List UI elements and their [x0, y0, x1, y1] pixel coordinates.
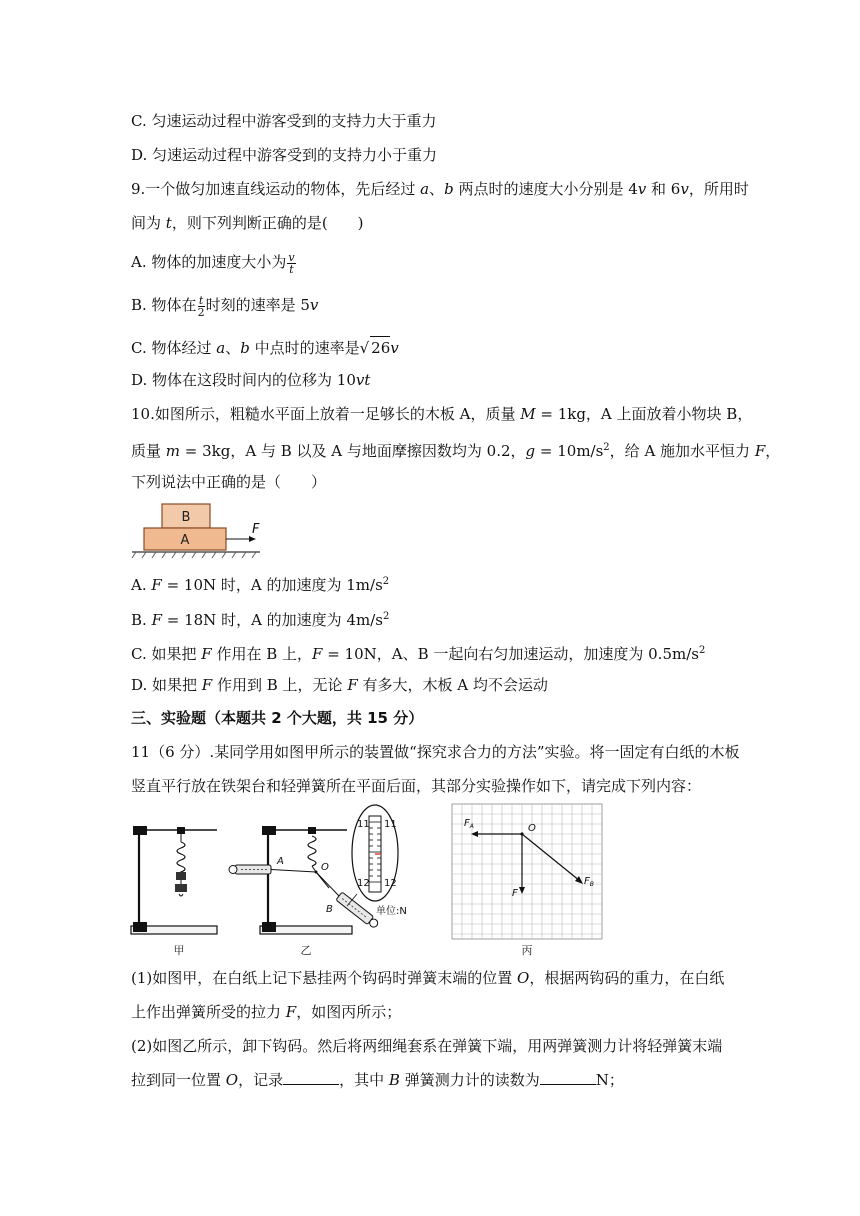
stand-jia: [131, 826, 217, 957]
q11-part1-line1: (1)如图甲，在白纸上记下悬挂两个钩码时弹簧末端的位置 O，根据两钩码的重力，在白纸: [131, 969, 725, 987]
q9-option-b: B. 物体在 $\frac{t}{2}$ 时刻的速率是 5v: [131, 293, 319, 319]
scale-11-right: 11: [384, 819, 397, 830]
unit-label: 单位:N: [376, 906, 407, 917]
grid-label-o: O: [528, 823, 536, 834]
block-a-label: A: [180, 533, 190, 548]
grid-label-f: F: [512, 888, 518, 899]
grid-label-fa: $F_A$: [464, 818, 474, 830]
scale-magnifier: [347, 805, 407, 917]
q11-figure: [125, 802, 605, 962]
q10-option-b: B. F = 18N 时，A 的加速度为 $4m/s^2$: [131, 611, 390, 629]
q9-stem-line1: 9.一个做匀加速直线运动的物体，先后经过 a、b 两点时的速度大小分别是 4v 和 6v，所用时: [131, 180, 749, 198]
answer-blank-record[interactable]: [283, 1070, 339, 1085]
label-bing: 丙: [521, 944, 533, 957]
q10-stem-line3: 下列说法中正确的是（ ）: [131, 473, 327, 491]
label-yi: 乙: [300, 944, 312, 957]
section-heading: 三、实验题（本题共 2 个大题，共 15 分）: [131, 709, 424, 727]
label-a: A: [277, 856, 284, 867]
q11-part2-line1: (2)如图乙所示，卸下钩码。然后将两细绳套系在弹簧下端，用两弹簧测力计将轻弹簧末端: [131, 1037, 723, 1055]
q10-option-a: A. F = 10N 时，A 的加速度为 $1m/s^2$: [131, 576, 390, 594]
q10-blocks-figure: [128, 502, 268, 560]
q11-stem-line2: 竖直平行放在铁架台和轻弹簧所在平面后面，其部分实验操作如下，请完成下列内容：: [131, 777, 702, 795]
q10-stem-line2: 质量 m = 3kg，A 与 B 以及 A 与地面摩擦因数均为 0.2，$g = 10m/s^2$，给 A 施加水平恒力 F，: [131, 442, 781, 460]
label-jia: 甲: [173, 944, 185, 957]
q11-stem-line1: 11（6 分）.某同学用如图甲所示的装置做“探究求合力的方法”实验。将一固定有白纸的木板: [131, 743, 740, 761]
q8-option-d: D. 匀速运动过程中游客受到的支持力小于重力: [131, 146, 438, 164]
q11-part2-line2: 拉到同一位置 O，记录 ，其中 B 弹簧测力计的读数为 N；: [131, 1071, 624, 1089]
fraction-t-over-2: $\frac{t}{2}$: [197, 293, 205, 319]
label-b: B: [326, 904, 333, 915]
q10-option-d: D. 如果把 F 作用到 B 上，无论 F 有多大，木板 A 均不会运动: [131, 676, 548, 694]
q10-stem-line1: 10.如图所示，粗糙水平面上放着一足够长的木板 A，质量 M = 1kg，A 上面放着小物块 B，: [131, 405, 753, 423]
q8-option-c: C. 匀速运动过程中游客受到的支持力大于重力: [131, 112, 437, 130]
q9-stem-line2: 间为 t，则下列判断正确的是( ): [131, 214, 364, 232]
answer-blank-reading[interactable]: [540, 1070, 596, 1085]
scale-12-right: 12: [384, 878, 397, 889]
fraction-v-over-t: $\frac{v}{t}$: [288, 250, 295, 276]
scale-12-left: 12: [357, 878, 370, 889]
label-o: O: [321, 862, 329, 873]
block-b-label: B: [181, 510, 191, 525]
q11-part1-line2: 上作出弹簧所受的拉力 F，如图丙所示；: [131, 1003, 402, 1021]
q9-option-d: D. 物体在这段时间内的位移为 10vt: [131, 371, 371, 389]
q9-option-c: C. 物体经过 a、b 中点时的速率是√ 26v: [131, 336, 399, 359]
q10-option-c: C. 如果把 F 作用在 B 上，F = 10N，A、B 一起向右匀加速运动，加速度为 $0.5m/s^2$: [131, 645, 706, 663]
force-label: F: [252, 522, 260, 537]
q9-option-a: A. 物体的加速度大小为 $\frac{v}{t}$: [131, 250, 295, 276]
ground-hatch: [132, 552, 256, 558]
force-grid-bing: [452, 804, 602, 957]
scale-11-left: 11: [357, 819, 370, 830]
grid-label-fb: $F_B$: [584, 876, 594, 888]
